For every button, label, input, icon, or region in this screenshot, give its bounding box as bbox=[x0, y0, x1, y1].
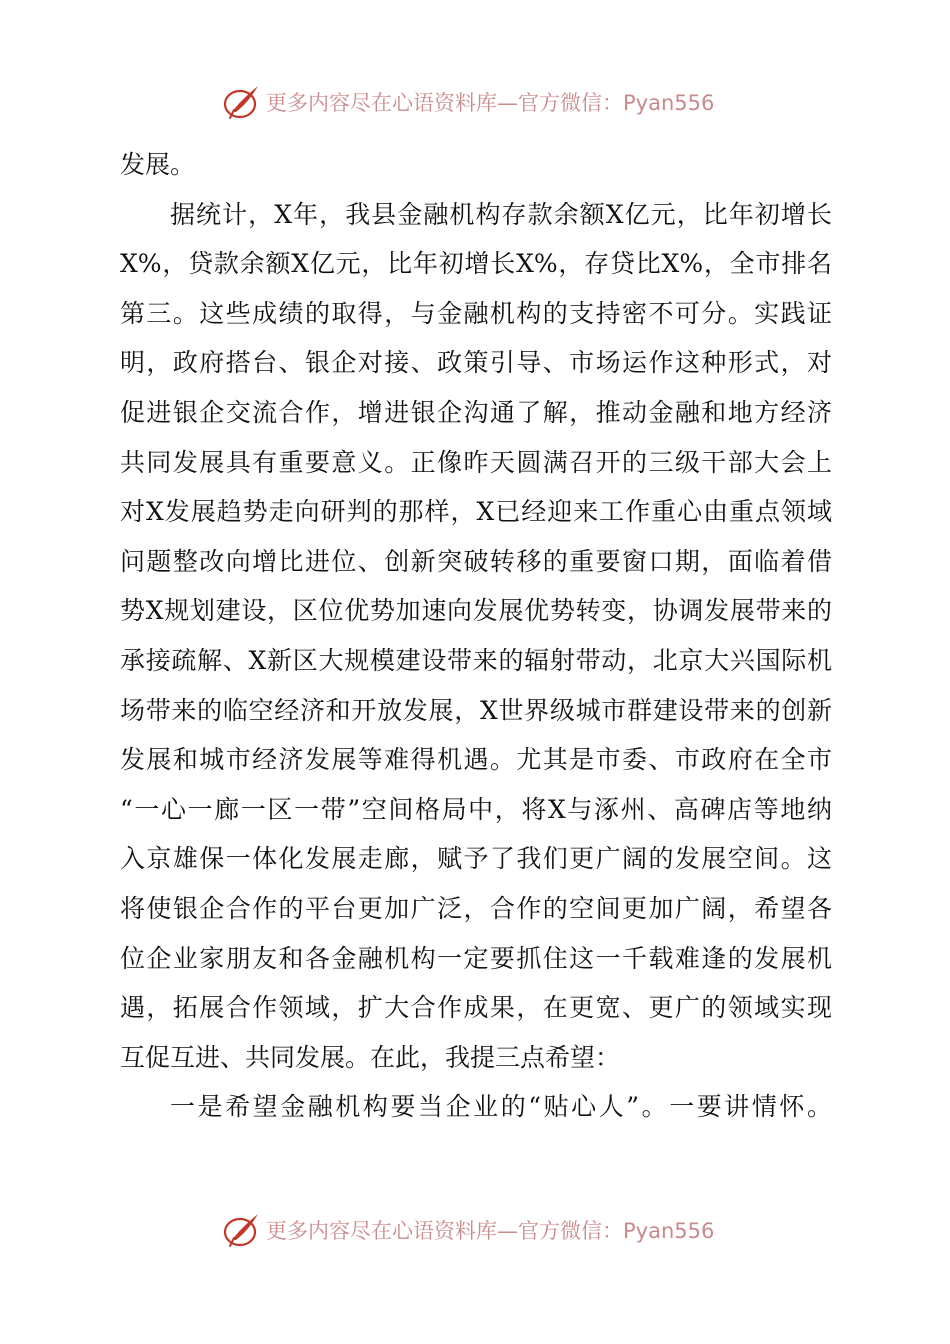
paragraph-line: 互促互进、共同发展。在此，我提三点希望： bbox=[120, 1042, 621, 1072]
paragraph-line: 一是希望金融机构要当企业的“贴心人”。一要讲情怀。 bbox=[170, 1092, 832, 1122]
paragraph-line: 共同发展具有重要意义。正像昨天圆满召开的三级干部大会上 bbox=[120, 447, 832, 477]
paragraph-line: 场带来的临空经济和开放发展，X世界级城市群建设带来的创新 bbox=[120, 695, 832, 725]
paragraph-line: 遇，拓展合作领域，扩大合作成果，在更宽、更广的领域实现 bbox=[120, 993, 832, 1023]
quill-logo-icon bbox=[222, 82, 262, 122]
paragraph-line: 据统计，X年，我县金融机构存款余额X亿元，比年初增长 bbox=[170, 199, 832, 229]
watermark-header bbox=[222, 80, 742, 124]
paragraph-line: 承接疏解、X新区大规模建设带来的辐射带动，北京大兴国际机 bbox=[120, 645, 832, 675]
paragraph-line: 问题整改向增比进位、创新突破转移的重要窗口期，面临着借 bbox=[120, 546, 832, 576]
paragraph-line: 明，政府搭台、银企对接、政策引导、市场运作这种形式，对 bbox=[120, 348, 832, 378]
watermark-text: 更多内容尽在心语资料库—官方微信：Pyan556 bbox=[266, 91, 715, 115]
paragraph-line: X%，贷款余额X亿元，比年初增长X%，存贷比X%，全市排名 bbox=[120, 249, 832, 279]
watermark-text: 更多内容尽在心语资料库—官方微信：Pyan556 bbox=[266, 1219, 715, 1243]
paragraph-line: “一心一廊一区一带”空间格局中，将X与涿州、高碑店等地纳 bbox=[120, 794, 832, 824]
paragraph-line: 位企业家朋友和各金融机构一定要抓住这一千载难逢的发展机 bbox=[120, 943, 832, 973]
paragraph-line: 发展。 bbox=[120, 150, 196, 179]
paragraph-line: 入京雄保一体化发展走廊，赋予了我们更广阔的发展空间。这 bbox=[120, 844, 832, 874]
paragraph-line: 对X发展趋势走向研判的那样，X已经迎来工作重心由重点领域 bbox=[120, 497, 832, 527]
paragraph-line: 势X规划建设，区位优势加速向发展优势转变，协调发展带来的 bbox=[120, 596, 832, 626]
watermark-footer bbox=[222, 1208, 742, 1252]
paragraph-line: 促进银企交流合作，增进银企沟通了解，推动金融和地方经济 bbox=[120, 397, 832, 427]
quill-logo-icon bbox=[222, 1210, 262, 1250]
paragraph-line: 发展和城市经济发展等难得机遇。尤其是市委、市政府在全市 bbox=[120, 745, 832, 775]
paragraph-line: 第三。这些成绩的取得，与金融机构的支持密不可分。实践证 bbox=[120, 298, 832, 328]
document-body bbox=[120, 140, 832, 1132]
paragraph-line: 将使银企合作的平台更加广泛，合作的空间更加广阔，希望各 bbox=[120, 893, 832, 923]
